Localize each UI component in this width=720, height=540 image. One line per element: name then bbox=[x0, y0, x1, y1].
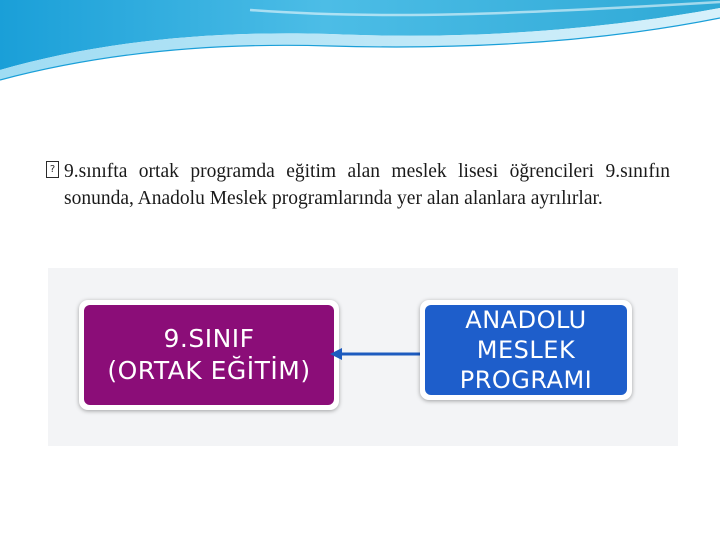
right-box-line-3: PROGRAMI bbox=[459, 366, 593, 394]
right-box-frame bbox=[420, 300, 632, 400]
left-box-line-1: 9.SINIF bbox=[163, 324, 255, 353]
missing-glyph-box-icon: ? bbox=[46, 161, 59, 178]
bullet-text: 9.sınıfta ortak programda eğitim alan meslek lisesi öğrencileri 9.sınıfın sonunda, Anadolu Meslek programlarında yer alan alanlara ayrılırlar. bbox=[64, 161, 670, 209]
diagram-panel bbox=[48, 268, 678, 446]
left-box-frame bbox=[79, 300, 339, 410]
anadolu-meslek-box bbox=[425, 305, 627, 395]
ortak-egitim-box bbox=[84, 305, 334, 405]
header-wave-decoration bbox=[0, 0, 720, 90]
bullet-paragraph bbox=[46, 158, 670, 212]
arrow-left-icon bbox=[330, 346, 426, 362]
right-box-line-1: ANADOLU bbox=[465, 306, 587, 334]
right-box-line-2: MESLEK bbox=[476, 336, 576, 364]
left-box-line-2: (ORTAK EĞİTİM) bbox=[107, 356, 311, 385]
